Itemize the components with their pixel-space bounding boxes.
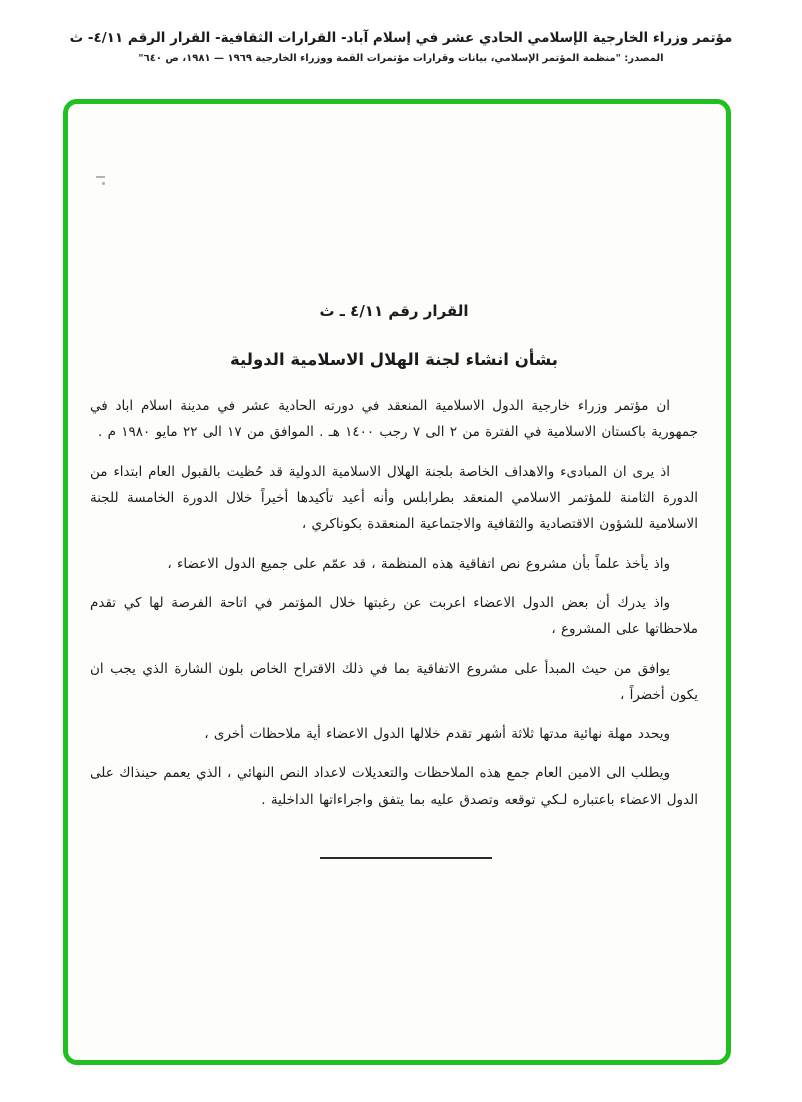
- paragraph-recognizing: واذ يدرك أن بعض الدول الاعضاء اعربت عن رغبتها خلال المؤتمر في اتاحة الفرصة لها كي تقدم ملاحظاتها على المشروع ،: [90, 594, 698, 638]
- paragraph-approval: يوافق من حيث المبدأ على مشروع الاتفاقية بما في ذلك الاقتراح الخاص بلون الشارة الذي يجب ان يكون أخضراً ،: [90, 660, 698, 703]
- document-title: بشأن انشاء لجنة الهلال الاسلامية الدولية: [230, 350, 558, 369]
- paragraph-request: ويطلب الى الامين العام جمع هذه الملاحظات والتعديلات لاعداد النص النهائي ، الذي يعمم حينذاك على الدول الاعضاء باعتباره لـكي توقعه وتصدق عليه بما يتفق واجراءاتها الداخلية .: [90, 765, 698, 808]
- header-title: مؤتمر وزراء الخارجية الإسلامي الحادي عشر في إسلام آباد- القرارات الثقافية- القرار الرقم ٤/١١- ث: [69, 30, 733, 46]
- paragraph-preamble: ان مؤتمر وزراء خارجية الدول الاسلامية المنعقد في دورته الحادية عشر في مدينة اسلام اباد في جمهورية باكستان الاسلامية في الفترة من ٢ الى ٧ رجب ١٤٠٠ هـ . الموافق من ١٧ الى ٢٢ مايو ١٩٨٠ م .: [90, 398, 698, 441]
- document-frame: [63, 99, 731, 1065]
- scan-artifact: [102, 182, 105, 185]
- signature-divider: [320, 857, 492, 859]
- paragraph-noting: واذ يأخذ علماً بأن مشروع نص اتفاقية هذه المنظمة ، قد عمّم على جميع الدول الاعضاء ،: [167, 555, 670, 572]
- paragraph-considering: اذ يرى ان المبادىء والاهداف الخاصة بلجنة الهلال الاسلامية الدولية قد حُظيت بالقبول العام ابتداء من الدورة الثامنة للمؤتمر الاسلامي المنعقد بطرابلس وأنه أعيد تأكيدها أخيراً خلال الدورة الخامسة للجنة الاسلامية للشؤون الاقتصادية والثقافية والاجتماعية المنعقدة بكوناكري ،: [90, 463, 698, 533]
- document-body: [90, 302, 698, 859]
- scan-artifact: [96, 176, 105, 178]
- decision-number: القرار رقم ٤/١١ ـ ث: [319, 302, 469, 320]
- header-source: المصدر: "منظمة المؤتمر الإسلامي، بيانات وقرارات مؤتمرات القمة ووزراء الخارجية ١٩٦٩ — ١٩٨١، ص ٦٤٠": [138, 53, 664, 65]
- document-header: [30, 28, 772, 64]
- paragraph-deadline: ويحدد مهلة نهائية مدتها ثلاثة أشهر تقدم خلالها الدول الاعضاء أية ملاحظات أخرى ،: [204, 726, 670, 743]
